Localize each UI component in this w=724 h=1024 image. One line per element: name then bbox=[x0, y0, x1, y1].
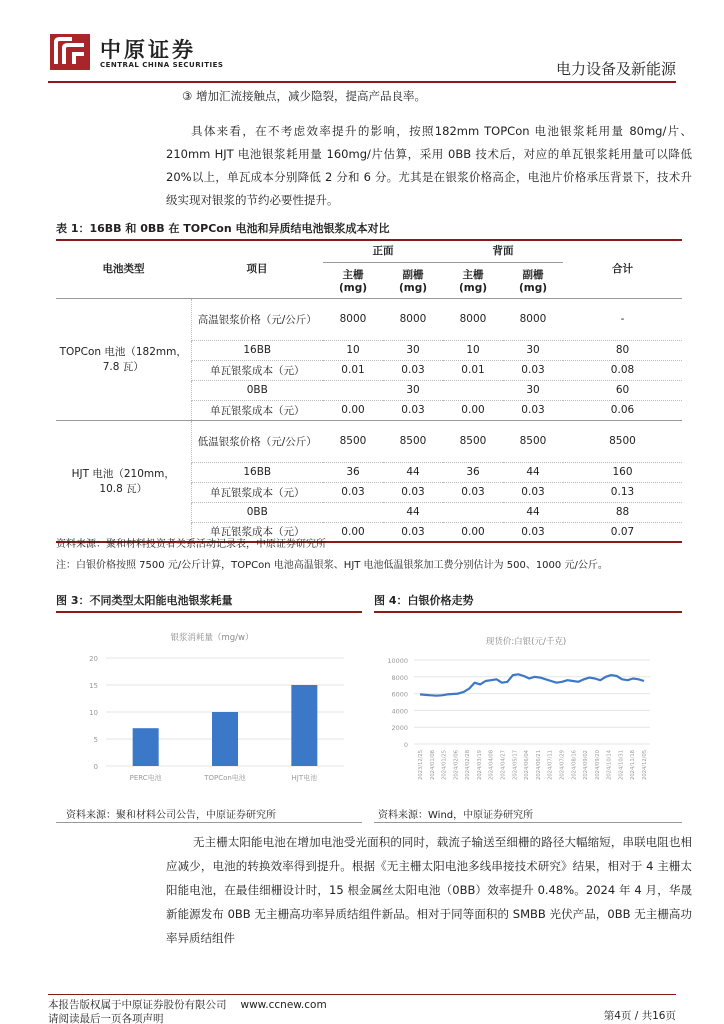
row-value: 0.00 bbox=[341, 404, 365, 416]
x-tick-label: 2024/04/08 bbox=[488, 750, 495, 780]
fig3-title: 图 3：不同类型太阳能电池银浆耗量 bbox=[56, 592, 362, 613]
row-total: 80 bbox=[615, 344, 630, 356]
table-row bbox=[56, 420, 682, 462]
row-value: 30 bbox=[406, 384, 420, 396]
row-value: 10 bbox=[346, 344, 360, 356]
row-value: 0.03 bbox=[521, 404, 545, 416]
y-tick-label: 6000 bbox=[391, 690, 408, 699]
row-total: 0.08 bbox=[610, 364, 635, 376]
row-value: 0.03 bbox=[521, 364, 545, 376]
row-item: 16BB bbox=[191, 462, 323, 482]
row-item: 单瓦银浆成本（元） bbox=[191, 522, 323, 542]
x-tick-label: PERC电池 bbox=[129, 774, 162, 782]
fig3-source: 资料来源：聚和材料公司公告，中原证券研究所 bbox=[66, 810, 276, 821]
footer-disclaimer: 请阅读最后一页各项声明 bbox=[48, 1013, 164, 1024]
cell-type-topcon: TOPCon 电池（182mm， 7.8 瓦） bbox=[56, 298, 191, 420]
row-item: 0BB bbox=[191, 380, 323, 400]
row-value: 10 bbox=[466, 344, 480, 356]
section-title: 电力设备及新能源 bbox=[555, 60, 676, 78]
fig4-source-divider bbox=[374, 822, 682, 823]
fig3-source-divider bbox=[56, 822, 362, 823]
row-value: 44 bbox=[526, 506, 540, 518]
fig3-svg bbox=[64, 614, 360, 798]
table-notes bbox=[56, 534, 682, 576]
table-note: 注：白银价格按照 7500 元/公斤计算，TOPCon 电池高温银浆、HJT 电池低温银浆加工费分别估计为 500、1000 元/公斤。 bbox=[56, 560, 608, 571]
price-line bbox=[420, 674, 644, 695]
cell-type-hjt: HJT 电池（210mm， 10.8 瓦） bbox=[56, 420, 191, 542]
header-total: 合计 bbox=[563, 240, 682, 298]
x-tick-label: 2024/10/31 bbox=[618, 750, 625, 780]
row-value bbox=[443, 380, 503, 400]
x-tick-label: 2024/01/08 bbox=[429, 750, 436, 780]
row-item: 0BB bbox=[191, 502, 323, 522]
row-value: 0.03 bbox=[341, 486, 365, 498]
header-back: 背面 bbox=[443, 240, 563, 262]
row-value: 36 bbox=[466, 466, 480, 478]
row-value: 44 bbox=[406, 506, 420, 518]
row-total: 8500 bbox=[609, 435, 636, 447]
row-value: 0.00 bbox=[461, 525, 485, 538]
x-tick-label: 2024/04/27 bbox=[500, 750, 507, 780]
row-value: 0.00 bbox=[341, 525, 365, 538]
header-item: 项目 bbox=[191, 240, 323, 298]
row-value: 44 bbox=[526, 466, 540, 478]
x-tick-label: 2024/10/14 bbox=[606, 750, 613, 780]
row-total: 0.13 bbox=[610, 486, 635, 498]
row-value: 44 bbox=[406, 466, 420, 478]
fig4-source: 资料来源：Wind，中原证券研究所 bbox=[378, 810, 534, 821]
bar bbox=[133, 728, 159, 766]
row-value: 8500 bbox=[339, 435, 367, 447]
row-value: 8000 bbox=[399, 313, 427, 325]
y-tick-label: 10 bbox=[89, 709, 98, 717]
row-total: 60 bbox=[615, 384, 630, 396]
bar bbox=[291, 685, 317, 766]
y-tick-label: 8000 bbox=[391, 673, 408, 682]
y-tick-label: 4000 bbox=[391, 707, 408, 716]
fig3-chart-title: 银浆消耗量（mg/w） bbox=[170, 633, 254, 643]
x-tick-label: 2024/07/11 bbox=[547, 750, 554, 780]
company-logo-icon bbox=[48, 32, 92, 72]
row-value: 0.00 bbox=[461, 404, 485, 416]
x-tick-label: 2024/08/16 bbox=[571, 750, 578, 780]
row-value: 0.03 bbox=[521, 486, 545, 498]
row-value: 0.01 bbox=[461, 364, 485, 376]
row-value: 8500 bbox=[399, 435, 427, 447]
header-divider bbox=[48, 81, 676, 83]
paragraph-3: 无主栅太阳能电池在增加电池受光面积的同时，载流子输送至细栅的路径大幅缩短，串联电阻也相应减少，电池的转换效率得到提升。根据《无主栅太阳电池多线串接技术研究》结果，相对于 4 主栅太阳能电池，在最佳细栅设计时，15 根金属丝太阳电池（0BB）效率提升 0.48%。2024 年 4 月，华晟新能源发布 0BB 无主栅高功率异质结组件新品。相对于同等面积的 SMBB 光伏产品，0BB 无主栅高功率异质结组件 bbox=[166, 835, 692, 945]
header-front: 正面 bbox=[323, 240, 443, 262]
paragraph-1: ③ 增加汇流接触点，减少隐裂，提高产品良率。 bbox=[182, 89, 426, 103]
x-tick-label: 2023/12/25 bbox=[418, 750, 424, 780]
x-tick-label: 2024/02/06 bbox=[453, 750, 460, 780]
page-header bbox=[48, 28, 676, 80]
x-tick-label: 2024/06/21 bbox=[535, 750, 542, 780]
row-value: 0.03 bbox=[521, 525, 545, 538]
x-tick-label: 2024/09/20 bbox=[594, 750, 601, 780]
row-value: 8000 bbox=[459, 313, 487, 325]
fig3-chart bbox=[64, 614, 360, 798]
row-value: 30 bbox=[526, 384, 540, 396]
silver-paste-cost-table bbox=[56, 240, 682, 543]
y-tick-label: 15 bbox=[89, 682, 98, 690]
x-tick-label: HJT电池 bbox=[291, 774, 318, 782]
row-value: 0.03 bbox=[401, 525, 425, 538]
y-tick-label: 0 bbox=[403, 741, 408, 749]
row-value: 8500 bbox=[459, 435, 487, 447]
row-total: 0.06 bbox=[610, 404, 635, 416]
website-link[interactable]: www.ccnew.com bbox=[240, 999, 327, 1011]
row-item: 单瓦银浆成本（元） bbox=[191, 482, 323, 502]
row-value: 8500 bbox=[519, 435, 547, 447]
fig4-svg bbox=[376, 614, 680, 798]
x-tick-label: 2024/07/29 bbox=[559, 750, 566, 780]
header-finger: 副栅 (mg) bbox=[398, 268, 428, 294]
header-main-grid: 主栅 (mg) bbox=[458, 268, 488, 294]
page-number: 第4页 / 共16页 bbox=[603, 1010, 676, 1022]
x-tick-label: 2024/01/25 bbox=[441, 750, 448, 780]
row-item: 单瓦银浆成本（元） bbox=[191, 400, 323, 420]
x-tick-label: 2024/09/02 bbox=[583, 750, 590, 780]
row-value: 0.03 bbox=[401, 364, 425, 376]
paragraph-2: 具体来看，在不考虑效率提升的影响，按照182mm TOPCon 电池银浆耗用量 80mg/片、210mm HJT 电池银浆耗用量 160mg/片估算，采用 0BB 技术后，对应的单瓦银浆耗用量可以降低 20%以上，单瓦成本分别降低 2 分和 6 分。尤其是在银浆价格高企，电池片价格承压背景下，技术升级实现对银浆的节约必要性提升。 bbox=[166, 124, 692, 207]
fig4-title: 图 4：白银价格走势 bbox=[374, 592, 682, 613]
row-value: 0.01 bbox=[341, 364, 365, 376]
x-tick-label: 2024/12/05 bbox=[642, 750, 648, 780]
row-item: 低温银浆价格（元/公斤） bbox=[191, 420, 323, 462]
row-item: 高温银浆价格（元/公斤） bbox=[191, 298, 323, 340]
footer-copyright bbox=[48, 997, 327, 1012]
y-tick-label: 2000 bbox=[391, 724, 408, 733]
row-total: 0.07 bbox=[610, 525, 635, 538]
x-tick-label: 2024/06/04 bbox=[524, 750, 531, 780]
row-value bbox=[323, 380, 383, 400]
row-total: - bbox=[620, 313, 625, 325]
x-tick-label: 2024/03/19 bbox=[476, 750, 483, 780]
row-total: 160 bbox=[612, 466, 633, 478]
row-item: 单瓦银浆成本（元） bbox=[191, 360, 323, 380]
logo-english-name: CENTRAL CHINA SECURITIES bbox=[100, 61, 224, 69]
row-value: 30 bbox=[526, 344, 540, 356]
footer-divider bbox=[48, 994, 676, 995]
copyright-text: 本报告版权属于中原证券股份有限公司 bbox=[48, 999, 227, 1011]
header-main-grid: 主栅 (mg) bbox=[338, 268, 368, 294]
row-value bbox=[443, 502, 503, 522]
x-tick-label: 2024/02/28 bbox=[465, 750, 472, 780]
fig4-chart-title: 现货价:白银(元/千克) bbox=[485, 637, 567, 647]
x-tick-label: 2024/11/18 bbox=[630, 750, 637, 780]
x-tick-label: 2024/05/17 bbox=[512, 750, 519, 780]
header-cell-type: 电池类型 bbox=[56, 240, 191, 298]
row-item: 16BB bbox=[191, 340, 323, 360]
header-finger: 副栅 (mg) bbox=[518, 268, 548, 294]
table-row bbox=[56, 298, 682, 340]
y-tick-label: 0 bbox=[93, 763, 98, 771]
row-value: 30 bbox=[406, 344, 420, 356]
row-value: 8000 bbox=[519, 313, 547, 325]
y-tick-label: 5 bbox=[93, 736, 98, 744]
row-value: 8000 bbox=[339, 313, 367, 325]
row-total: 88 bbox=[615, 506, 630, 518]
table-source: 资料来源：聚和材料投资者关系活动记录表，中原证券研究所 bbox=[56, 539, 326, 550]
bar bbox=[212, 712, 238, 766]
table-title: 表 1：16BB 和 0BB 在 TOPCon 电池和异质结电池银浆成本对比 bbox=[56, 220, 682, 241]
row-value: 0.03 bbox=[461, 486, 485, 498]
row-value: 36 bbox=[346, 466, 360, 478]
row-value: 0.03 bbox=[401, 404, 425, 416]
row-value: 0.03 bbox=[401, 486, 425, 498]
row-value bbox=[323, 502, 383, 522]
fig4-chart bbox=[376, 614, 680, 798]
y-tick-label: 10000 bbox=[387, 657, 408, 665]
logo-chinese-name: 中原证券 bbox=[100, 38, 196, 62]
y-tick-label: 20 bbox=[89, 655, 98, 663]
x-tick-label: TOPCon电池 bbox=[204, 774, 246, 782]
